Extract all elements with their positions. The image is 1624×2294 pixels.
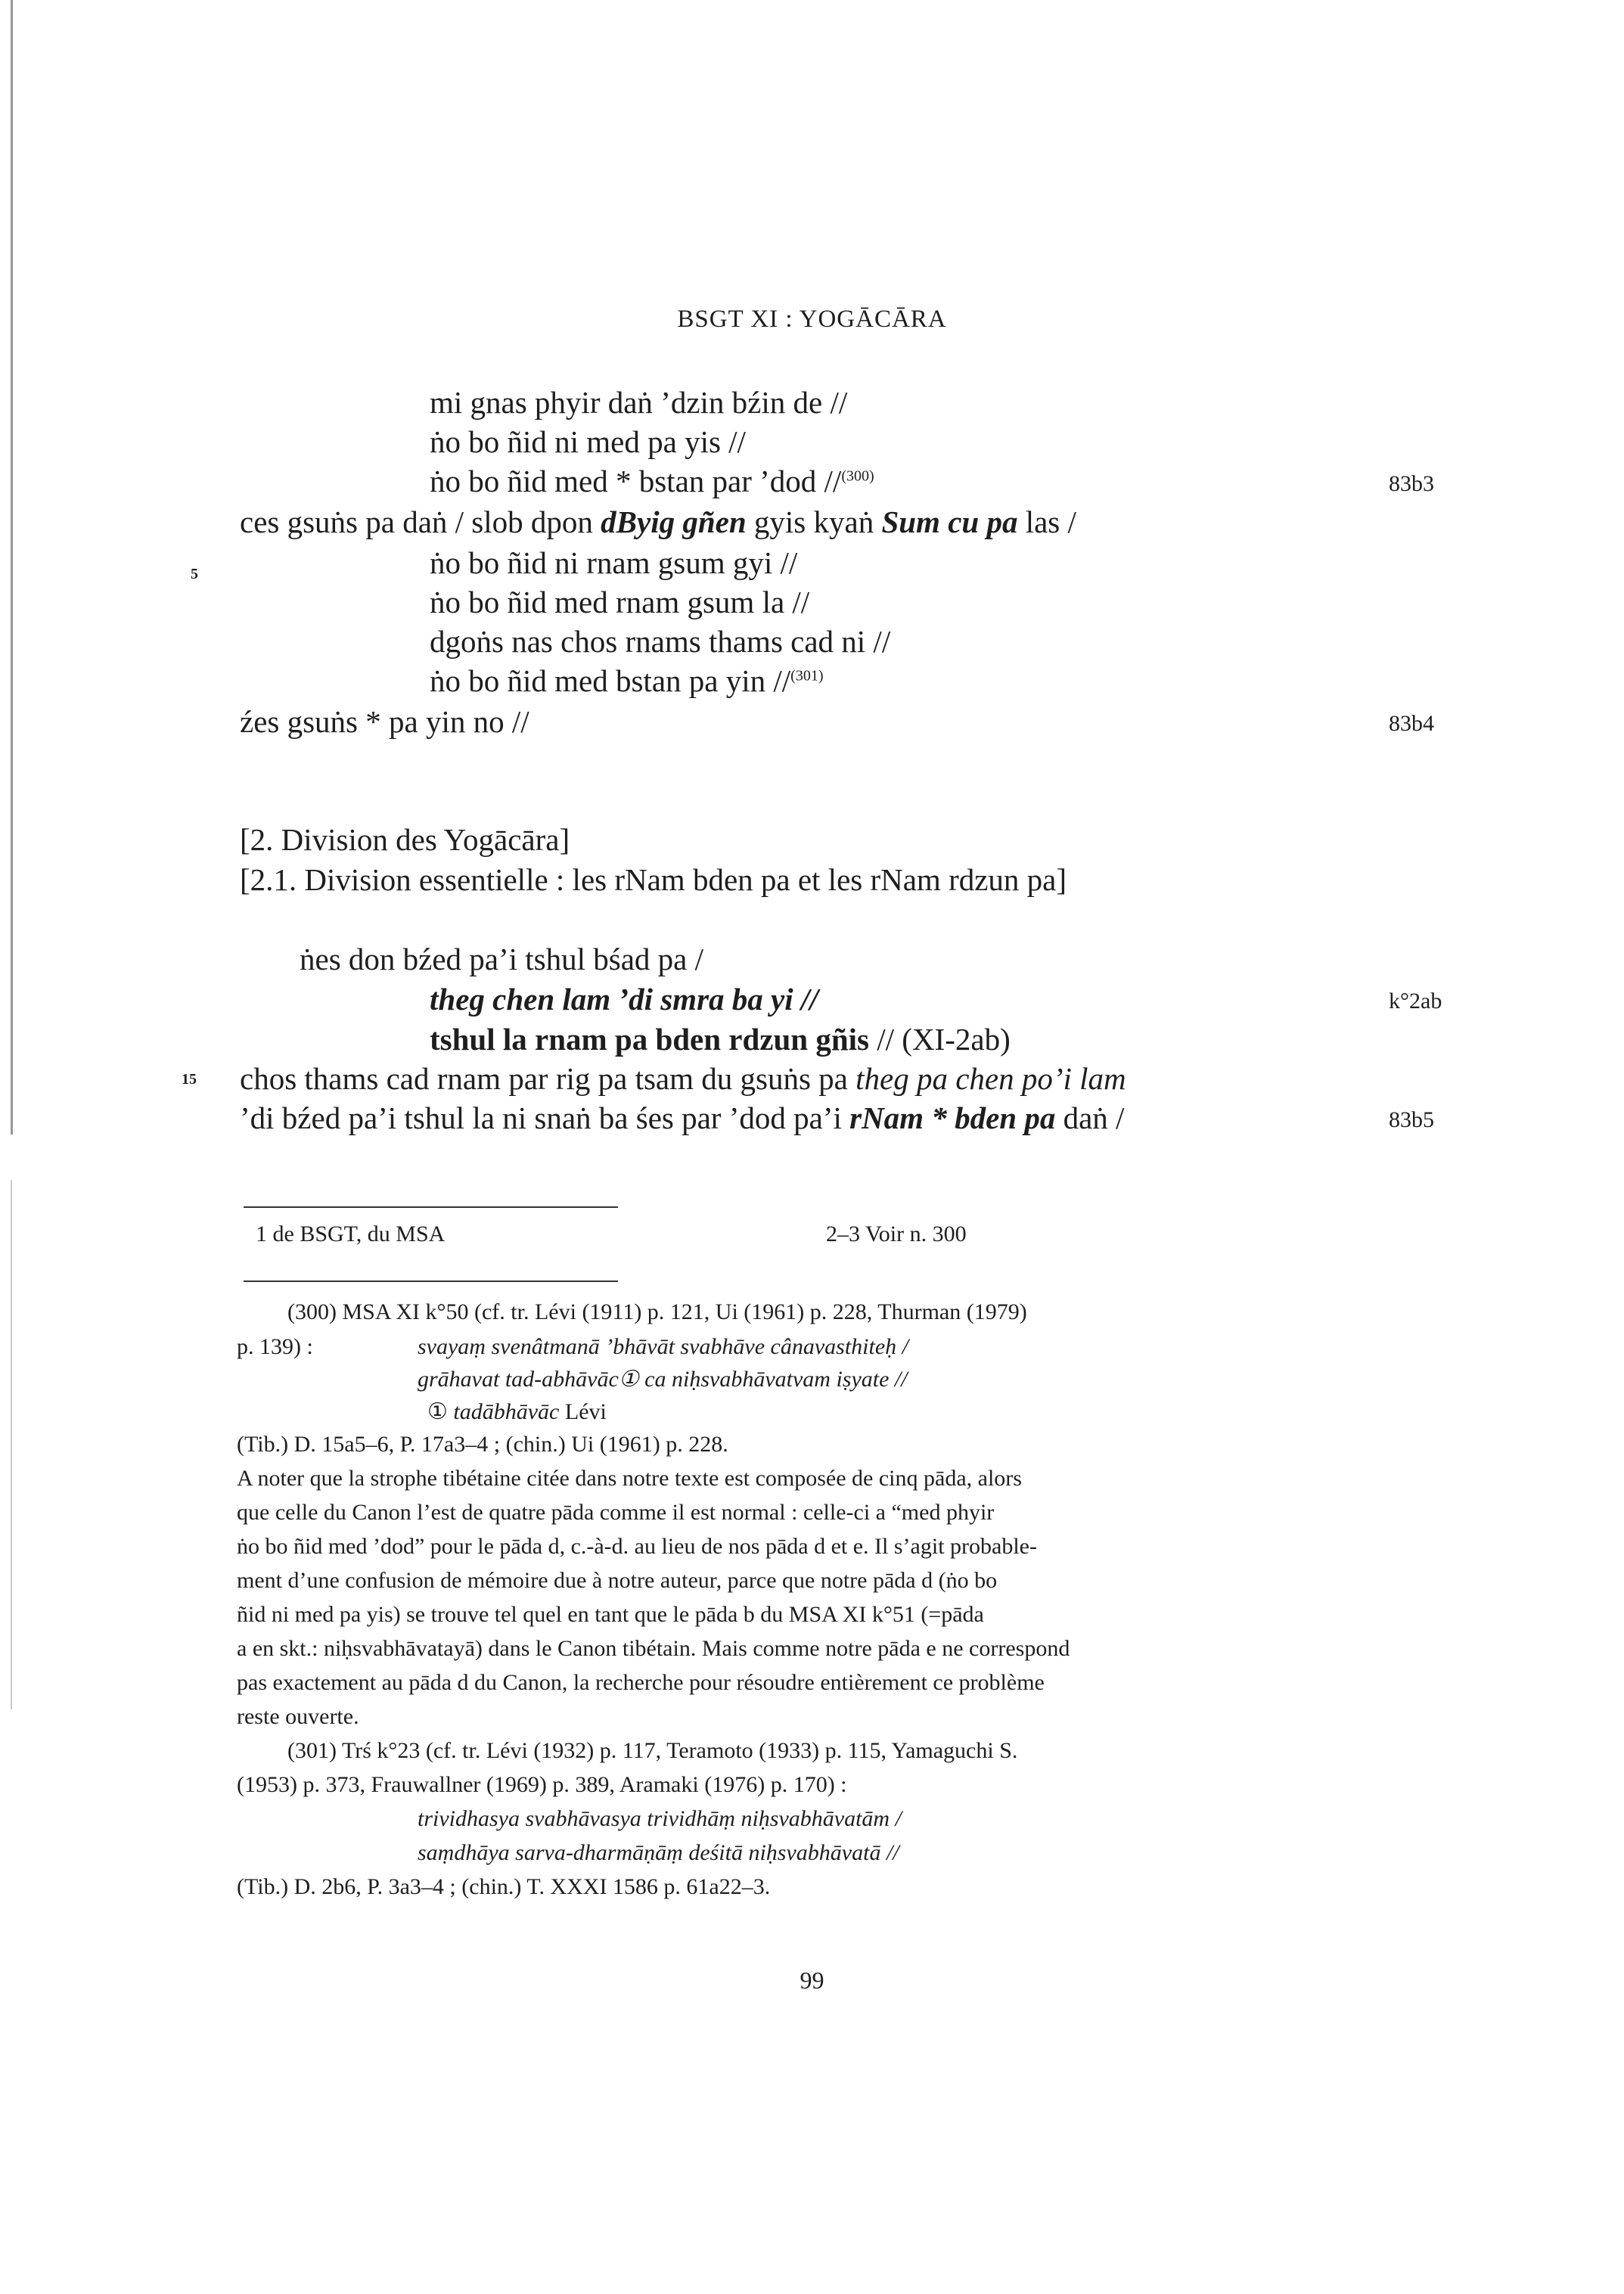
prose-line: ’di bźed pa’i tshul la ni snaṅ ba śes par ’dod pa’i rNam * bden pa daṅ / [240, 1100, 1125, 1135]
sanskrit-verse: saṃdhāya sarva-dharmāṇāṃ deśitā niḥsvabhāvatā // [418, 1840, 899, 1865]
footnote-301-line: (Tib.) D. 2b6, P. 3a3–4 ; (chin.) T. XXXI 1586 p. 61a22–3. [237, 1874, 771, 1899]
footnote-300-para: que celle du Canon l’est de quatre pāda comme il est normal : celle-ci a “med phyir [237, 1500, 995, 1525]
verse-line: ṅo bo ñid ni med pa yis // [430, 424, 746, 459]
footnote-301-line: (1953) p. 373, Frauwallner (1969) p. 389, Aramaki (1976) p. 170) : [237, 1772, 847, 1797]
footnote-rule [244, 1280, 618, 1282]
subsection-heading: [2.1. Division essentielle : les rNam bden pa et les rNam rdzun pa] [240, 862, 1067, 897]
folio-ref: 83b5 [1389, 1107, 1434, 1132]
prose-line: ces gsuṅs pa daṅ / slob dpon dByig gñen gyis kyaṅ Sum cu pa las / [240, 504, 1076, 539]
verse-line: ṅo bo ñid med bstan pa yin //$^{(301)}$ [430, 663, 824, 698]
verse-line: mi gnas phyir daṅ ’dzin bźin de // [430, 385, 848, 420]
apparatus-rule [244, 1206, 618, 1208]
footnote-300-line: p. 139) : [237, 1334, 313, 1359]
prose-line: źes gsuṅs * pa yin no // [240, 704, 529, 739]
page-number: 99 [800, 1967, 824, 1994]
apparatus-entry: 2–3 Voir n. 300 [826, 1222, 967, 1246]
footnote-300-para: reste ouverte. [237, 1704, 359, 1729]
folio-ref: k°2ab [1389, 989, 1442, 1014]
section-heading: [2. Division des Yogācāra] [240, 822, 570, 857]
footnote-300-para: ment d’une confusion de mémoire due à notre auteur, parce que notre pāda d (ṅo bo [237, 1568, 998, 1593]
apparatus-entry: 1 de BSGT, du MSA [256, 1222, 446, 1246]
footnote-300-para: ṅo bo ñid med ’dod” pour le pāda d, c.-à-d. au lieu de nos pāda d et e. Il s’agit probable- [237, 1534, 1037, 1559]
scan-edge-mark [11, 1180, 12, 1709]
line-number: 15 [182, 1071, 197, 1088]
variant-note: ① tadābhāvāc Lévi [427, 1399, 607, 1424]
prose-line: chos thams cad rnam par rig pa tsam du gsuṅs pa theg pa chen po’i lam [240, 1061, 1126, 1096]
footnote-300-line: (300) MSA XI k°50 (cf. tr. Lévi (1911) p. 121, Ui (1961) p. 228, Thurman (1979) [287, 1299, 1027, 1324]
root-verse-line: tshul la rnam pa bden rdzun gñis // (XI-2ab) [430, 1022, 1011, 1057]
sanskrit-verse: trividhasya svabhāvasya trividhāṃ niḥsvabhāvatām / [418, 1806, 902, 1831]
verse-line: ṅo bo ñid med rnam gsum la // [430, 585, 810, 619]
footnote-marker: (300) [841, 467, 874, 485]
sanskrit-verse: grāhavat tad-abhāvāc① ca niḥsvabhāvatvam iṣyate // [418, 1367, 908, 1392]
sanskrit-verse: svayaṃ svenâtmanā ’bhāvāt svabhāve cânavasthiteḥ / [418, 1334, 908, 1359]
footnote-300-line: (Tib.) D. 15a5–6, P. 17a3–4 ; (chin.) Ui (1961) p. 228. [237, 1432, 728, 1457]
folio-ref: 83b3 [1389, 471, 1434, 496]
prose-line: ṅes don bźed pa’i tshul bśad pa / [300, 942, 704, 976]
scan-edge-mark [11, 0, 13, 1135]
running-header: BSGT XI : YOGĀCĀRA [677, 306, 947, 333]
footnote-marker: (301) [790, 667, 824, 684]
folio-ref: 83b4 [1389, 711, 1434, 736]
root-verse-line: theg chen lam ’di smra ba yi // [430, 982, 818, 1017]
footnote-300-para: a en skt.: niḥsvabhāvatayā) dans le Canon tibétain. Mais comme notre pāda e ne correspond [237, 1636, 1070, 1661]
work-title: Sum cu pa [881, 504, 1018, 539]
author-name: dByig gñen [601, 504, 747, 539]
footnote-301-line: (301) Trś k°23 (cf. tr. Lévi (1932) p. 117, Teramoto (1933) p. 115, Yamaguchi S. [287, 1738, 1018, 1763]
verse-line: ṅo bo ñid med * bstan par ’dod //$^{(300)}$ [430, 464, 874, 498]
verse-line: dgoṅs nas chos rnams thams cad ni // [430, 624, 891, 659]
line-number: 5 [191, 566, 198, 582]
footnote-300-para: A noter que la strophe tibétaine citée dans notre texte est composée de cinq pāda, alors [237, 1466, 1022, 1491]
footnote-300-para: pas exactement au pāda d du Canon, la recherche pour résoudre entièrement ce problème [237, 1670, 1045, 1695]
footnote-300-para: ñid ni med pa yis) se trouve tel quel en tant que le pāda b du MSA XI k°51 (=pāda [237, 1602, 984, 1627]
verse-line: ṅo bo ñid ni rnam gsum gyi // [430, 545, 798, 580]
